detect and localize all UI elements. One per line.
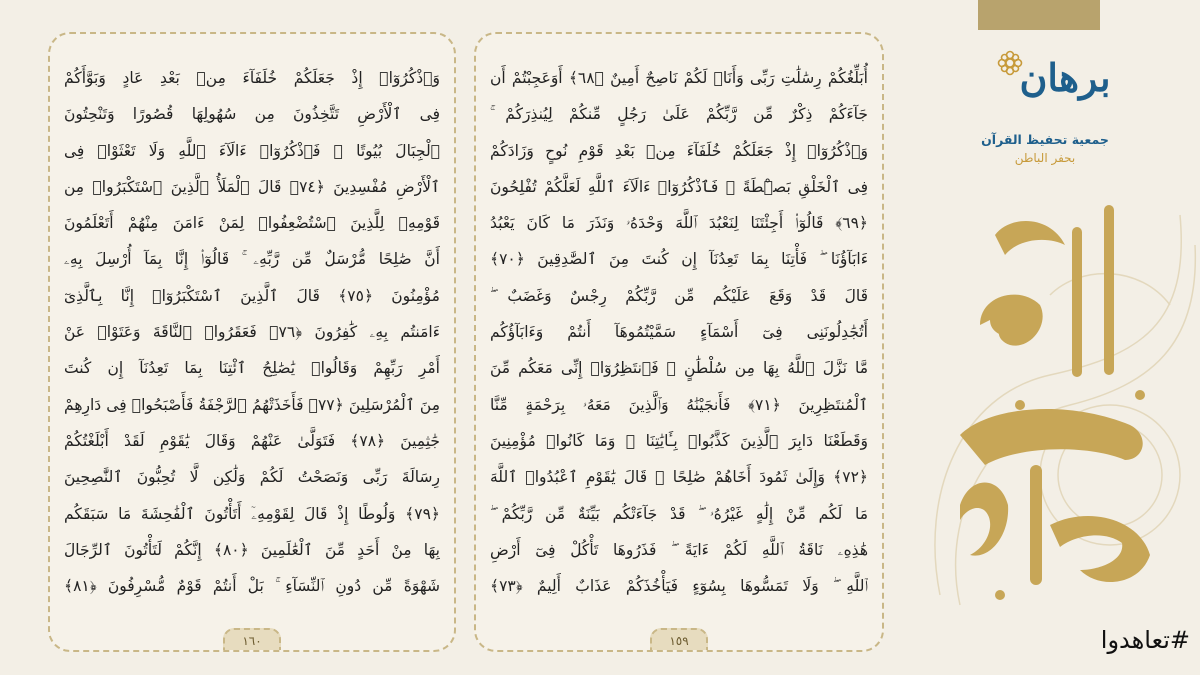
text-line: جَآءَكُمْ ذِكْرٌ مِّن رَّبِّكُمْ عَلَىٰ رَجُلٍ مِّنكُمْ لِيُنذِرَكُمْ ۚ	[490, 105, 868, 124]
text-line: أَنَّ صَٰلِحًا مُّرْسَلٌ مِّن رَّبِّهِۦ ۚ قَالُوٓا۟ إِنَّا بِمَآ أُرْسِلَ بِهِۦ	[64, 250, 440, 269]
text-line: قَالَ قَدْ وَقَعَ عَلَيْكُم مِّن رَّبِّكُمْ رِجْسٌ وَغَضَبٌ ۖ	[490, 286, 868, 305]
text-line: ﴿٦٩﴾ قَالُوٓا۟ أَجِئْتَنَا لِنَعْبُدَ ٱللَّهَ وَحْدَهُۥ وَنَذَرَ مَا كَانَ يَعْبُدُ	[490, 214, 868, 233]
quran-page-left	[48, 32, 456, 652]
text-line: ﴿٧٢﴾ وَإِلَىٰ ثَمُودَ أَخَاهُمْ صَٰلِحًا ۗ قَالَ يَٰقَوْمِ ٱعْبُدُوا۟ ٱللَّهَ	[490, 468, 868, 487]
text-line: ٱلْجِبَالَ بُيُوتًا ۖ فَٱذْكُرُوٓا۟ ءَالَآءَ ٱللَّهِ وَلَا تَعْثَوْا۟ فِى	[64, 141, 440, 160]
text-line: ٱلْأَرْضِ مُفْسِدِينَ ﴿٧٤﴾ قَالَ ٱلْمَلَأُ ٱلَّذِينَ ٱسْتَكْبَرُوا۟ مِن	[64, 177, 440, 196]
text-line: ٱللَّهِ ۖ وَلَا تَمَسُّوهَا بِسُوٓءٍ فَيَأْخُذَكُمْ عَذَابٌ أَلِيمٌ ﴿٧٣﴾	[490, 577, 868, 596]
text-line: ٱلْمُنتَظِرِينَ ﴿٧١﴾ فَأَنجَيْنَٰهُ وَٱلَّذِينَ مَعَهُۥ بِرَحْمَةٍ مِّنَّا	[490, 395, 868, 414]
page-text	[64, 60, 440, 604]
text-line: ءَامَنتُم بِهِۦ كَٰفِرُونَ ﴿٧٦﴾ فَعَقَرُوا۟ ٱلنَّاقَةَ وَعَتَوْا۟ عَنْ	[64, 323, 440, 342]
text-line: مَّا نَزَّلَ ٱللَّهُ بِهَا مِن سُلْطَٰنٍ ۚ فَٱنتَظِرُوٓا۟ إِنِّى مَعَكُم مِّنَ	[490, 359, 868, 378]
quran-page-right	[474, 32, 884, 652]
text-line: شَهْوَةً مِّن دُونِ ٱلنِّسَآءِ ۚ بَلْ أَنتُمْ قَوْمٌ مُّسْرِفُونَ ﴿٨١﴾	[64, 577, 440, 596]
text-line: أُبَلِّغُكُمْ رِسَٰلَٰتِ رَبِّى وَأَنَا۠ لَكُمْ نَاصِحٌ أَمِينٌ ﴿٦٨﴾ أَوَعَجِبْتُمْ أَن	[490, 69, 868, 87]
text-line: أَتُجَٰدِلُونَنِى فِىٓ أَسْمَآءٍ سَمَّيْتُمُوهَآ أَنتُمْ وَءَابَآؤُكُم	[490, 323, 868, 342]
logo-subtitle: جمعية تحفيظ القرآن	[981, 132, 1109, 147]
text-line: مُؤْمِنُونَ ﴿٧٥﴾ قَالَ ٱلَّذِينَ ٱسْتَكْبَرُوٓا۟ إِنَّا بِٱلَّذِىٓ	[64, 286, 440, 305]
page-number: ١٥٩	[650, 628, 708, 652]
text-line: هَٰذِهِۦ نَاقَةُ ٱللَّهِ لَكُمْ ءَايَةً ۖ فَذَرُوهَا تَأْكُلْ فِىٓ أَرْضِ	[490, 540, 868, 559]
text-line: فِى ٱلْخَلْقِ بَصْۜطَةً ۖ فَٱذْكُرُوٓا۟ ءَالَآءَ ٱللَّهِ لَعَلَّكُمْ تُفْلِحُونَ	[490, 177, 868, 196]
text-line: بِهَا مِنْ أَحَدٍ مِّنَ ٱلْعَٰلَمِينَ ﴿٨٠﴾ إِنَّكُمْ لَتَأْتُونَ ٱلرِّجَالَ	[64, 540, 440, 559]
gold-bar	[978, 0, 1100, 30]
logo-title: برهان	[1019, 55, 1111, 100]
text-line: فِى ٱلْأَرْضِ تَتَّخِذُونَ مِن سُهُولِهَا قُصُورًا وَتَنْحِتُونَ	[64, 105, 440, 124]
text-line: رِسَالَةَ رَبِّى وَنَصَحْتُ لَكُمْ وَلَٰكِن لَّا تُحِبُّونَ ٱلنَّٰصِحِينَ	[64, 468, 440, 487]
text-line: وَٱذْكُرُوٓا۟ إِذْ جَعَلَكُمْ خُلَفَآءَ مِنۢ بَعْدِ قَوْمِ نُوحٍ وَزَادَكُمْ	[490, 141, 868, 160]
text-line: قَوْمِهِۦ لِلَّذِينَ ٱسْتُضْعِفُوا۟ لِمَنْ ءَامَنَ مِنْهُمْ أَتَعْلَمُونَ	[64, 214, 440, 233]
text-line: وَٱذْكُرُوٓا۟ إِذْ جَعَلَكُمْ خُلَفَآءَ مِنۢ بَعْدِ عَادٍ وَبَوَّأَكُمْ	[64, 69, 440, 87]
logo-location: بحفر الباطن	[1014, 151, 1076, 165]
text-line: ﴿٧٩﴾ وَلُوطًا إِذْ قَالَ لِقَوْمِهِۦٓ أَتَأْتُونَ ٱلْفَٰحِشَةَ مَا سَبَقَكُم	[64, 504, 440, 523]
side-panel	[900, 0, 1200, 675]
hashtag-label: #تعاهدوا	[1100, 626, 1190, 654]
text-line: وَقَطَعْنَا دَابِرَ ٱلَّذِينَ كَذَّبُوا۟ بِـَٔايَٰتِنَا ۖ وَمَا كَانُوا۟ مُؤْمِنِينَ	[490, 431, 868, 450]
text-line: أَمْرِ رَبِّهِمْ وَقَالُوا۟ يَٰصَٰلِحُ ٱئْتِنَا بِمَا تَعِدُنَآ إِن كُنتَ	[64, 359, 440, 378]
text-line: ءَابَآؤُنَا ۖ فَأْتِنَا بِمَا تَعِدُنَآ إِن كُنتَ مِنَ ٱلصَّٰدِقِينَ ﴿٧٠﴾	[490, 250, 868, 269]
text-line: جَٰثِمِينَ ﴿٧٨﴾ فَتَوَلَّىٰ عَنْهُمْ وَقَالَ يَٰقَوْمِ لَقَدْ أَبْلَغْتُكُمْ	[64, 431, 440, 450]
text-line: مَا لَكُم مِّنْ إِلَٰهٍ غَيْرُهُۥ ۖ قَدْ جَآءَتْكُم بَيِّنَةٌ مِّن رَّبِّكُمْ ۖ	[490, 504, 868, 523]
page-number: ١٦٠	[223, 628, 281, 652]
text-line: مِنَ ٱلْمُرْسَلِينَ ﴿٧٧﴾ فَأَخَذَتْهُمُ ٱلرَّجْفَةُ فَأَصْبَحُوا۟ فِى دَارِهِمْ	[64, 395, 440, 414]
page-text	[490, 60, 868, 604]
logo	[975, 40, 1115, 170]
